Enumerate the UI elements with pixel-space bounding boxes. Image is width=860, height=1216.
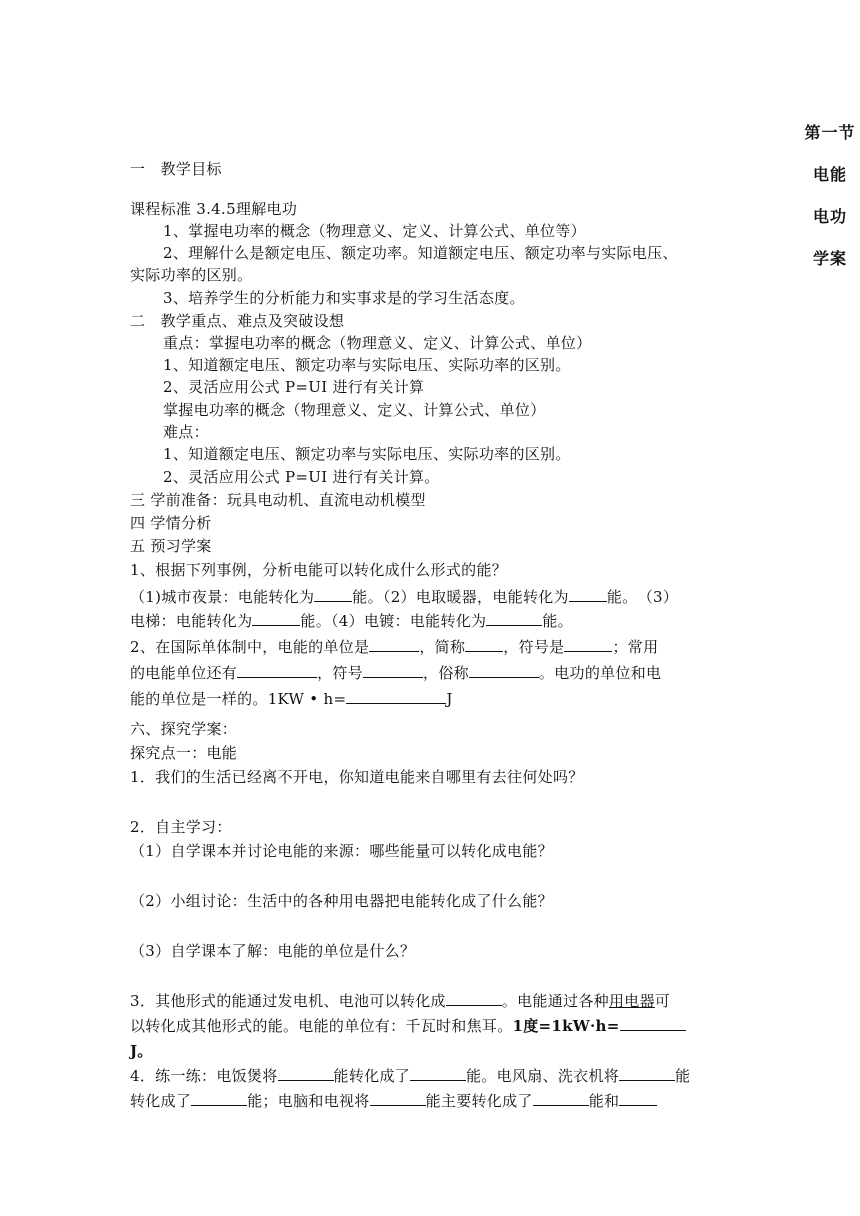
key-point-1: 1、知道额定电压、额定功率与实际电压、实际功率的区别。 <box>163 356 571 374</box>
answer-blank[interactable] <box>314 587 352 602</box>
goal-3: 3、培养学生的分析能力和实事求是的学习生活态度。 <box>163 289 525 307</box>
q2-text-d: ；常用 <box>612 638 659 656</box>
answer-blank[interactable] <box>486 611 542 626</box>
q2-text-e: 的电能单位还有 <box>130 664 238 682</box>
q2-text-f: ，符号 <box>317 664 364 682</box>
answer-blank[interactable] <box>619 1066 675 1081</box>
self-study-3: （3）自学课本了解：电能的单位是什么？ <box>130 942 416 960</box>
curriculum-standard: 课程标准 3.4.5理解电功 <box>130 200 298 218</box>
difficulty-1: 1、知道额定电压、额定功率与实际电压、实际功率的区别。 <box>163 445 571 463</box>
q2-text-g: ，俗称 <box>423 664 469 682</box>
item3-text-b: 。电能通过各种 <box>501 992 609 1010</box>
q1-text-a: （1)城市夜景：电能转化为 <box>130 588 315 606</box>
q2-unit: J <box>446 690 453 708</box>
q2-text-h: 。电功的单位和电 <box>538 664 662 682</box>
answer-blank[interactable] <box>278 1066 334 1081</box>
title-topic-energy: 电能 <box>812 165 847 184</box>
answer-blank[interactable] <box>370 1091 426 1106</box>
answer-blank[interactable] <box>346 689 446 704</box>
item3-text-d: 以转化成其他形式的能。电能的单位有：千瓦时和焦耳。 <box>130 1017 513 1035</box>
item-4-line-1 <box>130 1065 690 1087</box>
heading-analysis: 四 学情分析 <box>130 514 212 532</box>
item-3-line-3: J。 <box>130 1042 153 1060</box>
goal-1: 1、掌握电功率的概念（物理意义、定义、计算公式、单位等） <box>163 222 586 240</box>
item-3-line-1 <box>130 990 670 1012</box>
answer-blank[interactable] <box>446 991 502 1006</box>
item3-text-a: 3．其他形式的能通过发电机、电池可以转化成 <box>130 992 446 1010</box>
item-4-line-2 <box>130 1090 657 1112</box>
key-point-2: 2、灵活应用公式 P=UI 进行有关计算 <box>163 378 425 396</box>
q2-text-i: 能的单位是一样的。1KW • h= <box>130 690 347 708</box>
answer-blank[interactable] <box>620 1016 686 1031</box>
difficulty-label: 难点： <box>163 423 209 441</box>
self-study-2: （2）小组讨论：生活中的各种用电器把电能转化成了什么能？ <box>130 892 553 910</box>
q2-text-b: ，简称 <box>419 638 466 656</box>
self-study-heading: 2．自主学习： <box>130 818 232 836</box>
q2-text-a: 2、在国际单体制中，电能的单位是 <box>130 638 370 656</box>
heading-preparation: 三 学前准备：玩具电动机、直流电动机模型 <box>130 491 426 509</box>
title-study-plan: 学案 <box>812 249 847 268</box>
answer-blank[interactable] <box>252 611 300 626</box>
question-2-line-1 <box>130 636 658 658</box>
self-study-1: （1）自学课本并讨论电能的来源：哪些能量可以转化成电能？ <box>130 842 553 860</box>
q1-text-b: 能。（2）电取暖器，电能转化为 <box>352 588 569 606</box>
q1-text-c: 能。 （3） <box>606 588 679 606</box>
item3-conversion: 1度=1kW·h= <box>512 1017 620 1035</box>
question-1: 1、根据下列事例，分析电能可以转化成什么形式的能？ <box>130 561 508 579</box>
answer-blank[interactable] <box>191 1091 247 1106</box>
answer-blank[interactable] <box>237 663 317 678</box>
answer-blank[interactable] <box>533 1091 589 1106</box>
answer-blank[interactable] <box>410 1066 466 1081</box>
difficulty-2: 2、灵活应用公式 P=UI 进行有关计算。 <box>163 468 440 486</box>
answer-blank[interactable] <box>569 587 607 602</box>
explore-question-1: 1．我们的生活已经离不开电，你知道电能来自哪里有去往何处吗？ <box>130 768 584 786</box>
item4-text-c: 能。电风扇、洗衣机将 <box>466 1067 620 1085</box>
answer-blank[interactable] <box>469 663 539 678</box>
q1-text-d: 电梯：电能转化为 <box>130 612 253 630</box>
item4-text-a: 4．练一练：电饭煲将 <box>130 1067 278 1085</box>
answer-blank[interactable] <box>465 637 503 652</box>
item4-text-g: 能主要转化成了 <box>425 1092 533 1110</box>
answer-blank[interactable] <box>369 637 419 652</box>
q2-text-c: ，符号是 <box>503 638 565 656</box>
key-point-3: 掌握电功率的概念（物理意义、定义、计算公式、单位） <box>163 401 546 419</box>
key-point-label: 重点：掌握电功率的概念（物理意义、定义、计算公式、单位） <box>163 334 592 352</box>
heading-key-points: 二 教学重点、难点及突破设想 <box>130 312 345 330</box>
item3-text-c: 可 <box>654 992 671 1010</box>
answer-blank[interactable] <box>619 1091 657 1106</box>
explore-point-1: 探究点一：电能 <box>130 744 238 762</box>
question-1-line-2 <box>130 610 573 632</box>
heading-explore: 六、探究学案： <box>130 720 238 738</box>
item4-text-h: 能和 <box>588 1092 620 1110</box>
question-2-line-2 <box>130 662 661 684</box>
item4-text-e: 转化成了 <box>130 1092 192 1110</box>
goal-2-cont: 实际功率的区别。 <box>130 266 253 284</box>
item4-text-f: 能；电脑和电视将 <box>247 1092 370 1110</box>
title-topic-work: 电功 <box>812 207 847 226</box>
title-section: 第一节 <box>804 123 856 142</box>
question-2-line-3 <box>130 688 453 710</box>
item3-appliance: 用电器 <box>608 992 655 1010</box>
q1-text-e: 能。（4）电镀：电能转化为 <box>300 612 487 630</box>
goal-2: 2、理解什么是额定电压、额定功率。知道额定电压、额定功率与实际电压、 <box>163 244 678 262</box>
q1-text-f: 能。 <box>542 612 573 630</box>
heading-preview: 五 预习学案 <box>130 537 212 555</box>
item4-text-d: 能 <box>675 1067 691 1085</box>
answer-blank[interactable] <box>363 663 423 678</box>
item-3-line-2 <box>130 1015 686 1037</box>
answer-blank[interactable] <box>564 637 612 652</box>
item4-text-b: 能转化成了 <box>333 1067 411 1085</box>
heading-teaching-goals: 一 教学目标 <box>130 160 222 178</box>
question-1-line-1 <box>130 586 678 608</box>
